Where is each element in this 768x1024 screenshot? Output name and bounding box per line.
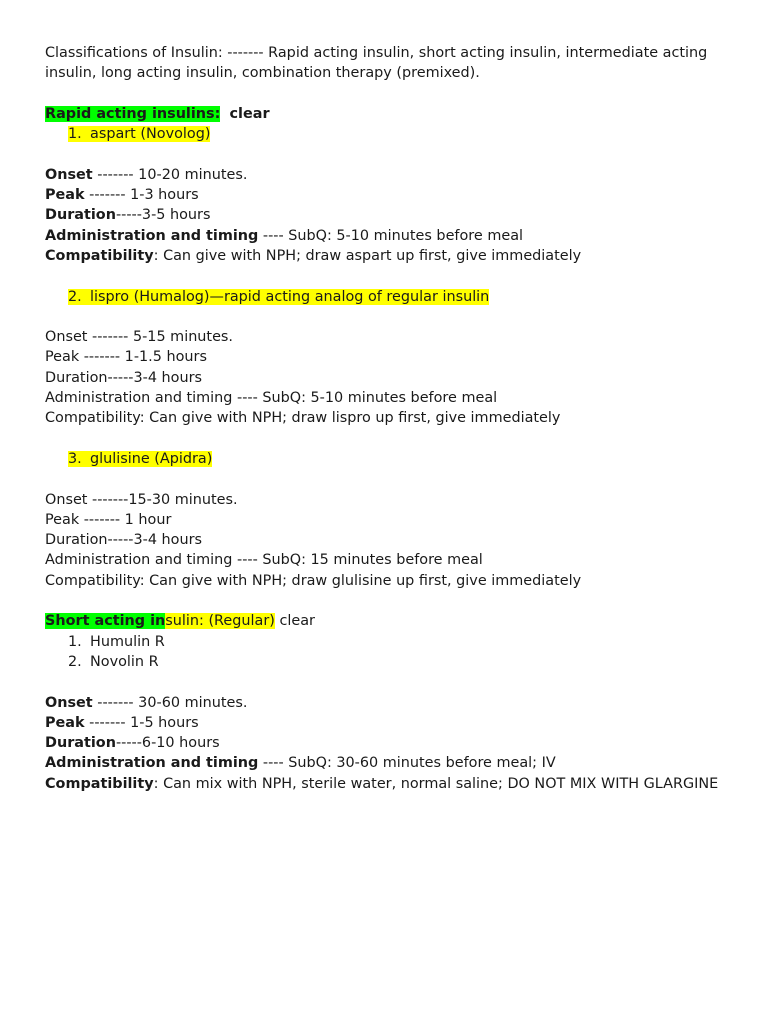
drug-name-highlight: 3. glulisine (Apidra) (68, 450, 213, 467)
list-item: 2. Novolin R (68, 653, 159, 670)
peak-line: Peak ------- 1-5 hours (45, 714, 199, 731)
list-item (45, 449, 735, 469)
admin-line: Administration and timing ---- SubQ: 5-10 minutes before meal (45, 390, 498, 407)
peak-line: Peak ------- 1-1.5 hours (45, 349, 207, 366)
onset-line: Onset ------- 5-15 minutes. (45, 329, 233, 346)
drug-name-highlight: 1. aspart (Novolog) (68, 126, 211, 143)
compat-line: Compatibility: Can mix with NPH, sterile water, normal saline; DO NOT MIX WITH GLARGINE (45, 775, 719, 792)
drug-name-highlight: 2. lispro (Humalog)—rapid acting analog of regular insulin (68, 288, 490, 305)
admin-line: Administration and timing ---- SubQ: 30-60 minutes before meal; IV (45, 755, 556, 772)
duration-line: Duration-----3-5 hours (45, 207, 211, 224)
rapid-heading (45, 104, 735, 124)
document-body (45, 43, 735, 794)
peak-line: Peak ------- 1 hour (45, 511, 172, 528)
peak-line: Peak ------- 1-3 hours (45, 187, 199, 204)
short-heading: Short acting insulin: (Regular) clear (45, 613, 315, 630)
compat-line: Compatibility: Can give with NPH; draw aspart up first, give immediately (45, 247, 582, 264)
duration-line: Duration-----6-10 hours (45, 735, 220, 752)
rapid-heading-label: Rapid acting insulins: (45, 105, 221, 122)
admin-line: Administration and timing ---- SubQ: 5-10 minutes before meal (45, 227, 524, 244)
onset-line: Onset -------15-30 minutes. (45, 491, 238, 508)
admin-line: Administration and timing ---- SubQ: 15 minutes before meal (45, 552, 483, 569)
intro-paragraph: Classifications of Insulin: ------- Rapid acting insulin, short acting insulin, intermediate acting insulin, long acting insulin, combination therapy (premixed). (45, 45, 708, 82)
list-item (45, 287, 735, 307)
rapid-heading-suffix: clear (229, 105, 270, 122)
list-item: 1. Humulin R (68, 633, 165, 650)
duration-line: Duration-----3-4 hours (45, 532, 203, 549)
onset-line: Onset ------- 10-20 minutes. (45, 166, 248, 183)
duration-line: Duration-----3-4 hours (45, 369, 203, 386)
list-item (45, 124, 735, 144)
onset-line: Onset ------- 30-60 minutes. (45, 694, 248, 711)
compat-line: Compatibility: Can give with NPH; draw glulisine up first, give immediately (45, 572, 582, 589)
compat-line: Compatibility: Can give with NPH; draw lispro up first, give immediately (45, 410, 561, 427)
